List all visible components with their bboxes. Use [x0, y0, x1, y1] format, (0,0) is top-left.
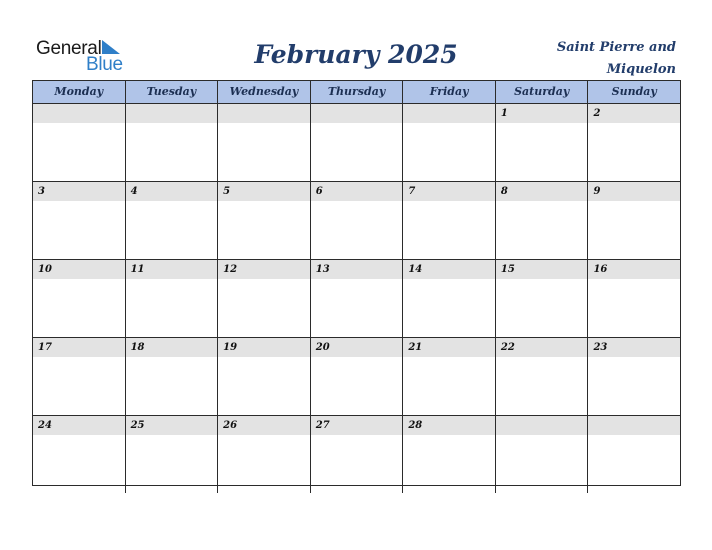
- day-cell: [311, 260, 404, 337]
- day-cell: [403, 104, 496, 181]
- day-cell: [496, 338, 589, 415]
- day-cell: [33, 260, 126, 337]
- region-line-1: Saint Pierre and: [556, 40, 676, 55]
- day-number: [496, 416, 588, 435]
- week-row: [33, 260, 680, 338]
- logo-blue-text: Blue: [86, 54, 123, 75]
- day-cell: [588, 416, 680, 493]
- weekday-wednesday: Wednesday: [218, 81, 311, 103]
- day-cell: [403, 182, 496, 259]
- week-row: [33, 104, 680, 182]
- day-cell: [311, 182, 404, 259]
- day-cell: [218, 104, 311, 181]
- region-line-2: Miquelon: [606, 62, 676, 77]
- day-number: [33, 104, 125, 123]
- day-cell: [218, 338, 311, 415]
- week-row: [33, 338, 680, 416]
- day-number: 22: [496, 338, 588, 357]
- week-row: [33, 182, 680, 260]
- day-number: [588, 416, 680, 435]
- day-cell: [588, 182, 680, 259]
- day-cell: [496, 260, 589, 337]
- day-number: 24: [33, 416, 125, 435]
- weekday-friday: Friday: [403, 81, 496, 103]
- day-cell: [403, 260, 496, 337]
- day-cell: [588, 338, 680, 415]
- day-cell: [218, 260, 311, 337]
- day-cell: [496, 182, 589, 259]
- day-number: 16: [588, 260, 680, 279]
- day-number: 25: [126, 416, 218, 435]
- day-number: 4: [126, 182, 218, 201]
- day-cell: [403, 416, 496, 493]
- weekday-thursday: Thursday: [311, 81, 404, 103]
- day-number: 18: [126, 338, 218, 357]
- day-cell: [218, 182, 311, 259]
- logo-general-text: General: [36, 38, 102, 59]
- day-number: [126, 104, 218, 123]
- day-cell: [588, 104, 680, 181]
- day-cell: [311, 416, 404, 493]
- day-cell: [33, 104, 126, 181]
- day-number: 17: [33, 338, 125, 357]
- weekday-header-row: [33, 81, 680, 104]
- day-number: 2: [588, 104, 680, 123]
- generalblue-logo: [36, 38, 128, 74]
- day-cell: [311, 104, 404, 181]
- day-cell: [218, 416, 311, 493]
- week-row: [33, 416, 680, 493]
- day-number: [218, 104, 310, 123]
- day-number: 26: [218, 416, 310, 435]
- day-number: 27: [311, 416, 403, 435]
- day-cell: [33, 338, 126, 415]
- day-number: 1: [496, 104, 588, 123]
- day-number: 28: [403, 416, 495, 435]
- day-number: [403, 104, 495, 123]
- calendar-grid: [32, 80, 681, 486]
- day-number: 14: [403, 260, 495, 279]
- day-number: 11: [126, 260, 218, 279]
- day-number: 3: [33, 182, 125, 201]
- region-name: [506, 37, 676, 81]
- day-number: 7: [403, 182, 495, 201]
- day-number: 23: [588, 338, 680, 357]
- weekday-saturday: Saturday: [496, 81, 589, 103]
- day-cell: [126, 416, 219, 493]
- day-cell: [311, 338, 404, 415]
- day-number: 19: [218, 338, 310, 357]
- day-number: 13: [311, 260, 403, 279]
- day-number: 12: [218, 260, 310, 279]
- day-cell: [33, 182, 126, 259]
- weekday-monday: Monday: [33, 81, 126, 103]
- day-number: 8: [496, 182, 588, 201]
- weekday-sunday: Sunday: [611, 85, 657, 98]
- day-cell: [126, 182, 219, 259]
- day-cell: [403, 338, 496, 415]
- day-cell: [496, 416, 589, 493]
- day-cell: [496, 104, 589, 181]
- calendar-title: February 2025: [254, 40, 458, 69]
- weekday-tuesday: Tuesday: [126, 81, 219, 103]
- day-number: 6: [311, 182, 403, 201]
- day-number: 15: [496, 260, 588, 279]
- day-cell: [33, 416, 126, 493]
- day-cell: [126, 260, 219, 337]
- day-number: 9: [588, 182, 680, 201]
- day-number: 21: [403, 338, 495, 357]
- day-cell: [588, 260, 680, 337]
- day-number: 20: [311, 338, 403, 357]
- day-number: 5: [218, 182, 310, 201]
- day-number: 10: [33, 260, 125, 279]
- day-cell: [126, 104, 219, 181]
- day-number: [311, 104, 403, 123]
- weeks-container: [33, 104, 680, 493]
- day-cell: [126, 338, 219, 415]
